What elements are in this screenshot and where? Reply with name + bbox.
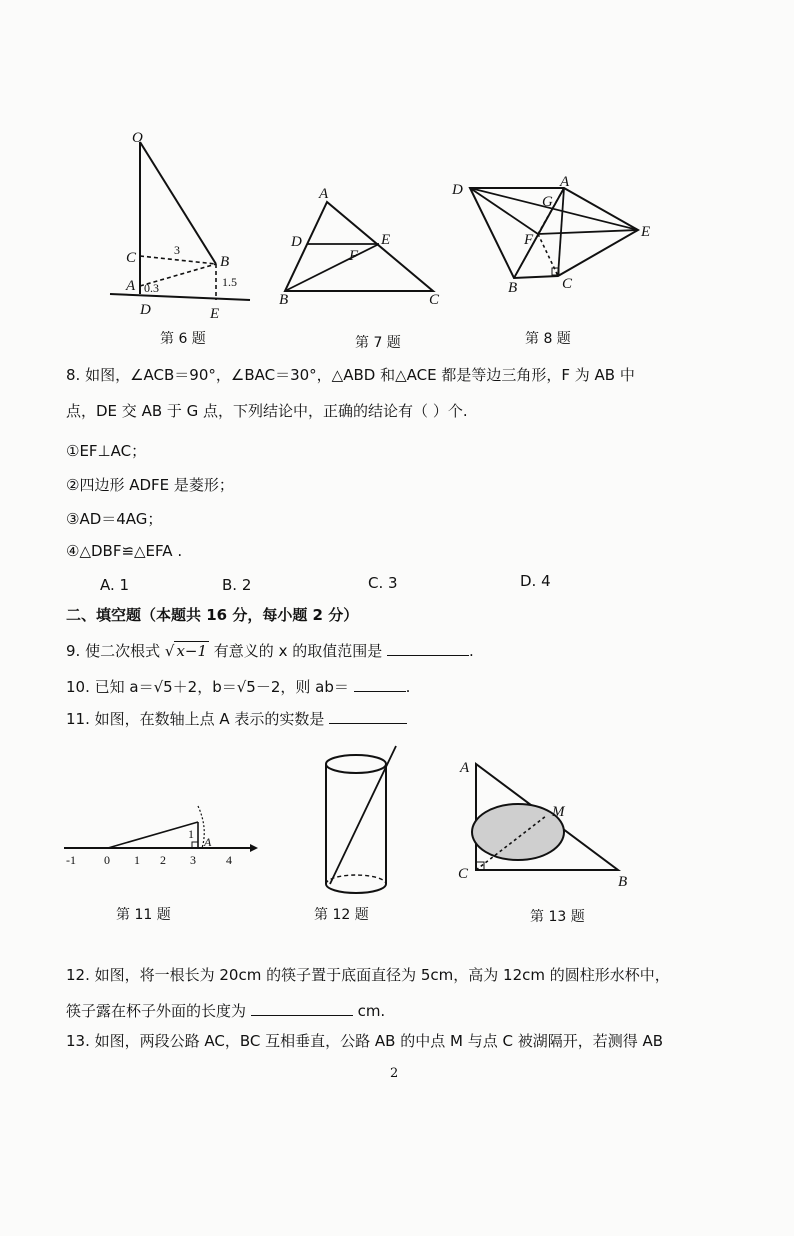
page-number: 2 bbox=[390, 1066, 399, 1081]
q9: 9. 使二次根式 √ x−1 有意义的 x 的取值范围是 . bbox=[66, 642, 474, 660]
fig13-label-A: A bbox=[460, 760, 470, 776]
fig11-tick-1: 1 bbox=[134, 853, 140, 867]
q8-option-d: D. 4 bbox=[520, 572, 551, 590]
fig6-label-D: D bbox=[140, 302, 151, 318]
q8-line2: 点，DE 交 AB 于 G 点，下列结论中，正确的结论有（ ）个. bbox=[66, 402, 468, 420]
q9-radical: √ x−1 bbox=[164, 642, 208, 660]
section-2-heading: 二、填空题（本题共 16 分，每小题 2 分） bbox=[66, 606, 359, 624]
q8-option-a: A. 1 bbox=[100, 576, 130, 594]
fig13-caption: 第 13 题 bbox=[530, 909, 585, 925]
fig7-label-B: B bbox=[279, 292, 289, 308]
fig8-label-G: G bbox=[542, 194, 553, 210]
fig13-label-C: C bbox=[458, 866, 469, 882]
q8-option-c: C. 3 bbox=[368, 574, 398, 592]
q11-text: 11. 如图，在数轴上点 A 表示的实数是 bbox=[66, 710, 325, 728]
q12-line2 bbox=[66, 1000, 385, 1021]
q11-answer-blank[interactable] bbox=[329, 709, 407, 724]
q10-answer-blank[interactable] bbox=[354, 677, 406, 692]
q10: 10. 已知 a＝√5＋2，b＝√5－2，则 ab＝ . bbox=[66, 678, 411, 696]
fig6-caption: 第 6 题 bbox=[160, 331, 206, 347]
fig6-label-3: 3 bbox=[174, 243, 180, 257]
q9-after: 有意义的 x 的取值范围是 bbox=[213, 642, 383, 660]
fig11-caption: 第 11 题 bbox=[116, 907, 171, 923]
fig6-label-E: E bbox=[210, 306, 220, 322]
fig6-label-O: O bbox=[132, 130, 143, 146]
fig13-label-M: M bbox=[552, 804, 565, 820]
q8-item-3: ③AD＝4AG； bbox=[66, 510, 163, 528]
fig12-caption: 第 12 题 bbox=[314, 907, 369, 923]
q12-line1: 12. 如图，将一根长为 20cm 的筷子置于底面直径为 5cm，高为 12cm 的圆柱形水杯中， bbox=[66, 966, 670, 984]
fig8-label-A: A bbox=[560, 174, 570, 190]
fig11-tick-4: 4 bbox=[226, 853, 232, 867]
fig11-label-1: 1 bbox=[188, 827, 194, 841]
q11 bbox=[66, 708, 407, 729]
fig8-label-C: C bbox=[562, 276, 573, 292]
fig11-label-A: A bbox=[204, 835, 212, 849]
fig11-tick--1: -1 bbox=[66, 853, 76, 867]
fig7-label-F: F bbox=[349, 248, 359, 264]
q12-line2-text: 筷子露在杯子外面的长度为 bbox=[66, 1002, 247, 1020]
fig11-tick-3: 3 bbox=[190, 853, 196, 867]
fig11-tick-0: 0 bbox=[104, 853, 110, 867]
q12-unit: cm. bbox=[357, 1002, 386, 1020]
q8-item-2: ②四边形 ADFE 是菱形； bbox=[66, 476, 234, 494]
q10-text: 10. 已知 a＝√5＋2，b＝√5－2，则 ab＝ bbox=[66, 678, 349, 696]
fig8-label-F: F bbox=[524, 232, 534, 248]
q12-answer-blank[interactable] bbox=[251, 1001, 353, 1016]
q13-line1: 13. 如图，两段公路 AC，BC 互相垂直，公路 AB 的中点 M 与点 C 被湖隔开，若测得 AB bbox=[66, 1032, 664, 1050]
fig6-label-1.5: 1.5 bbox=[222, 275, 237, 289]
fig8-label-B: B bbox=[508, 280, 518, 296]
fig13-label-B: B bbox=[618, 874, 628, 890]
q8-option-b: B. 2 bbox=[222, 576, 252, 594]
q8-line1: 8. 如图，∠ACB＝90°，∠BAC＝30°，△ABD 和△ACE 都是等边三角形，F 为 AB 中 bbox=[66, 366, 635, 384]
fig6-label-0.3: 0.3 bbox=[144, 281, 159, 295]
fig7-caption: 第 7 题 bbox=[355, 335, 401, 351]
figure-12 bbox=[310, 742, 410, 902]
fig11-tick-2: 2 bbox=[160, 853, 166, 867]
figure-6 bbox=[100, 128, 260, 328]
fig6-label-C: C bbox=[126, 250, 137, 266]
fig8-label-E: E bbox=[641, 224, 651, 240]
fig7-label-C: C bbox=[429, 292, 440, 308]
fig8-caption: 第 8 题 bbox=[525, 331, 571, 347]
fig7-label-E: E bbox=[381, 232, 391, 248]
figure-7 bbox=[275, 184, 450, 309]
fig6-label-B: B bbox=[220, 254, 230, 270]
q8-item-1: ①EF⊥AC； bbox=[66, 442, 147, 460]
fig7-label-D: D bbox=[291, 234, 302, 250]
figure-11 bbox=[60, 800, 260, 870]
figure-13 bbox=[452, 754, 637, 894]
fig6-label-A: A bbox=[126, 278, 136, 294]
fig7-label-A: A bbox=[319, 186, 329, 202]
q9-answer-blank[interactable] bbox=[387, 641, 469, 656]
q8-item-4: ④△DBF≌△EFA . bbox=[66, 542, 183, 560]
q9-before: 9. 使二次根式 bbox=[66, 642, 161, 660]
fig8-label-D: D bbox=[452, 182, 463, 198]
figure-8 bbox=[448, 172, 663, 297]
